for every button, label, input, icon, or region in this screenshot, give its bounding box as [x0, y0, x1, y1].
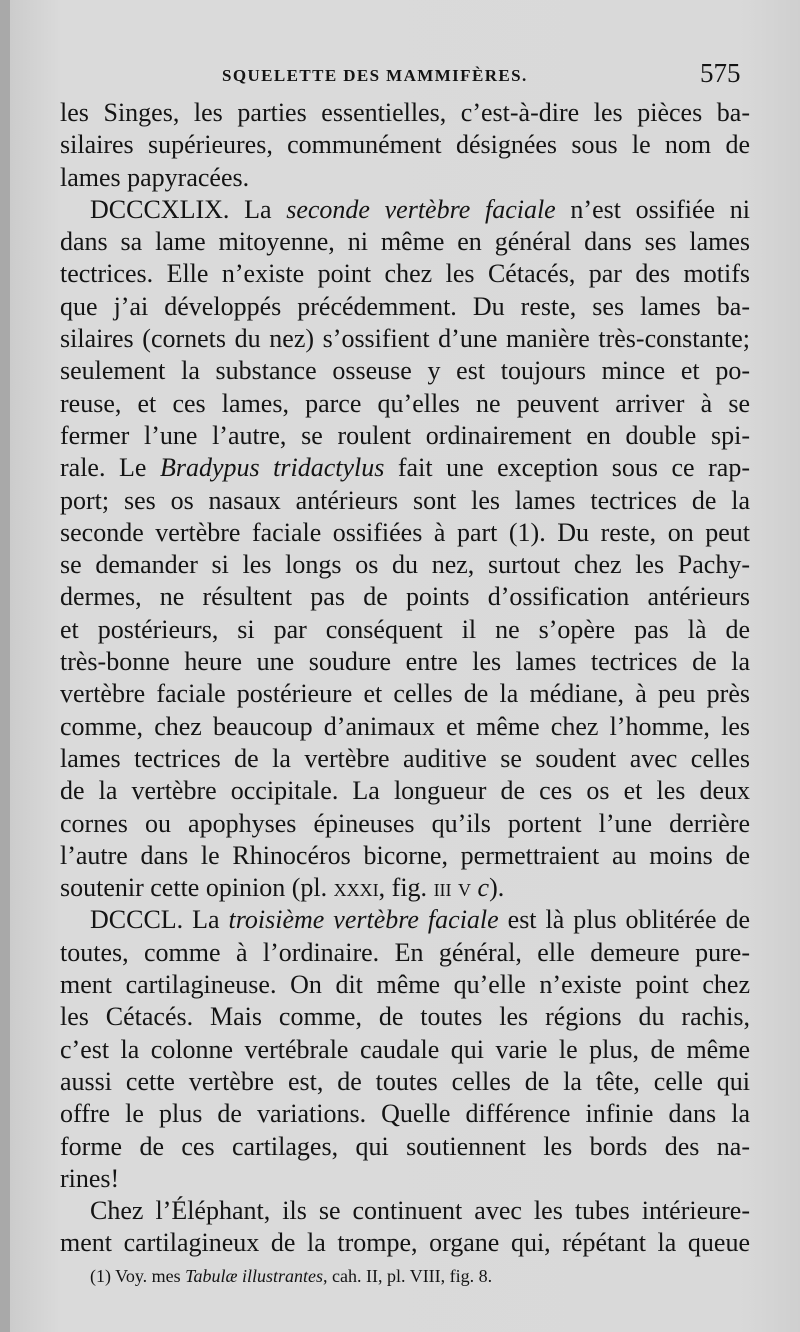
- text-line: [60, 258, 750, 290]
- text-run: lames tectrices de la vertèbre auditive se soudent avec celles: [60, 743, 750, 773]
- footnote: [90, 1266, 750, 1287]
- text-run: l’autre dans le Rhinocéros bicorne, permettraient au moins de: [60, 840, 750, 870]
- text-run: port; ses os nasaux antérieurs sont les lames tectrices de la: [60, 485, 750, 515]
- text-line: [60, 872, 750, 904]
- text-run: dans sa lame mitoyenne, ni même en général dans ses lames: [60, 227, 750, 257]
- text-line: [60, 775, 750, 807]
- page-gutter: [0, 0, 10, 1332]
- text-line: [60, 678, 750, 710]
- text-run: rines!: [60, 1163, 120, 1193]
- text-line: [60, 1034, 750, 1066]
- text-run: fait une exception sous ce rap-: [384, 453, 750, 483]
- text-run: reuse, et ces lames, parce qu’elles ne peuvent arriver à se: [60, 388, 750, 418]
- text-run: Chez l’Éléphant, ils se continuent avec les tubes intérieure-: [90, 1196, 750, 1226]
- text-line: [60, 937, 750, 969]
- italic-run: troisième vertèbre faciale: [228, 905, 499, 935]
- text-run: aussi cette vertèbre est, de toutes celles de la tête, celle qui: [60, 1066, 750, 1096]
- text-run: et postérieurs, si par conséquent il ne s’opère pas là de: [60, 614, 750, 644]
- text-line: [60, 1001, 750, 1033]
- text-line: [60, 969, 750, 1001]
- text-line: [60, 743, 750, 775]
- italic-run: c: [471, 873, 490, 903]
- text-run: est là plus oblitérée de: [498, 905, 750, 935]
- text-run: DCCCL. La: [90, 905, 229, 935]
- text-run: seconde vertèbre faciale ossifiées à part (1). Du reste, on peut: [60, 517, 750, 547]
- text-run: vertèbre faciale postérieure et celles de la médiane, à peu près: [60, 679, 750, 709]
- text-run: n’est ossifiée ni: [555, 194, 750, 224]
- text-run: dermes, ne résultent pas de points d’ossification antérieurs: [60, 582, 750, 612]
- text-line: [60, 194, 750, 226]
- text-line: [60, 1066, 750, 1098]
- text-line: [60, 388, 750, 420]
- text-line: [60, 162, 750, 194]
- text-run: que j’ai développés précédemment. Du reste, ses lames ba-: [60, 291, 750, 321]
- text-line: [60, 646, 750, 678]
- text-line: [60, 840, 750, 872]
- text-line: [60, 485, 750, 517]
- italic-run: seconde vertèbre faciale: [286, 194, 556, 224]
- footnote-suffix: , cah. II, pl. VIII, fig. 8.: [323, 1266, 493, 1286]
- text-run: de la vertèbre occipitale. La longueur de ces os et les deux: [60, 776, 750, 806]
- text-line: [60, 711, 750, 743]
- page-number: 575: [700, 58, 741, 88]
- text-run: ment cartilagineuse. On dit même qu’elle n’existe point chez: [60, 970, 750, 1000]
- text-run: comme, chez beaucoup d’animaux et même chez l’homme, les: [60, 711, 750, 741]
- text-line: [60, 1098, 750, 1130]
- text-line: [60, 323, 750, 355]
- running-head: SQUELETTE DES MAMMIFÈRES.: [222, 66, 528, 85]
- text-line: [60, 129, 750, 161]
- text-line: [60, 291, 750, 323]
- text-line: [60, 1131, 750, 1163]
- text-run: DCCCXLIX. La: [90, 194, 287, 224]
- text-line: [60, 355, 750, 387]
- text-line: [60, 97, 750, 129]
- text-run: rale. Le: [60, 453, 160, 483]
- text-line: [60, 420, 750, 452]
- footnote-prefix: (1) Voy. mes: [90, 1266, 186, 1286]
- text-line: [60, 1227, 750, 1259]
- text-run: toutes, comme à l’ordinaire. En général, elle demeure pure-: [60, 937, 750, 967]
- text-line: [60, 517, 750, 549]
- text-line: [60, 808, 750, 840]
- body-text: [60, 97, 750, 1260]
- text-run: les Singes, les parties essentielles, c’est-à-dire les pièces ba-: [60, 98, 750, 127]
- italic-run: Bradypus tridactylus: [159, 453, 385, 483]
- text-run: cornes ou apophyses épineuses qu’ils portent l’une derrière: [60, 808, 750, 838]
- text-line: [60, 581, 750, 613]
- text-run: seulement la substance osseuse y est toujours mince et po-: [60, 356, 750, 386]
- text-line: [60, 226, 750, 258]
- text-line: [60, 549, 750, 581]
- page-header: [0, 58, 800, 94]
- text-line: [60, 1163, 750, 1195]
- text-run: fermer l’une l’autre, se roulent ordinairement en double spi-: [60, 420, 750, 450]
- text-line: [60, 452, 750, 484]
- text-run: les Cétacés. Mais comme, de toutes les régions du rachis,: [60, 1002, 750, 1032]
- text-line: [60, 614, 750, 646]
- text-run: offre le plus de variations. Quelle différence infinie dans la: [60, 1099, 750, 1129]
- footnote-title: Tabulæ illustrantes: [185, 1266, 324, 1286]
- text-run: se demander si les longs os du nez, surtout chez les Pachy-: [60, 550, 750, 580]
- text-run: , fig.: [378, 873, 434, 903]
- text-run: lames papyracées.: [60, 162, 250, 192]
- text-line: [60, 904, 750, 936]
- text-run: ment cartilagineux de la trompe, organe qui, répétant la queue: [60, 1228, 750, 1258]
- text-run: c’est la colonne vertébrale caudale qui varie le plus, de même: [60, 1034, 750, 1064]
- text-run: tectrices. Elle n’existe point chez les Cétacés, par des motifs: [60, 259, 750, 289]
- text-run: silaires supérieures, communément désignées sous le nom de: [60, 130, 750, 160]
- text-run: forme de ces cartilages, qui soutiennent les bords des na-: [60, 1131, 750, 1161]
- smallcaps-run: iii v: [433, 873, 472, 903]
- text-run: très-bonne heure une soudure entre les lames tectrices de la: [60, 647, 750, 677]
- text-run: ).: [489, 873, 505, 903]
- text-line: [60, 1195, 750, 1227]
- smallcaps-run: xxxi: [333, 873, 379, 903]
- text-run: soutenir cette opinion (pl.: [60, 873, 334, 903]
- text-run: silaires (cornets du nez) s’ossifient d’une manière très-constante;: [60, 324, 750, 354]
